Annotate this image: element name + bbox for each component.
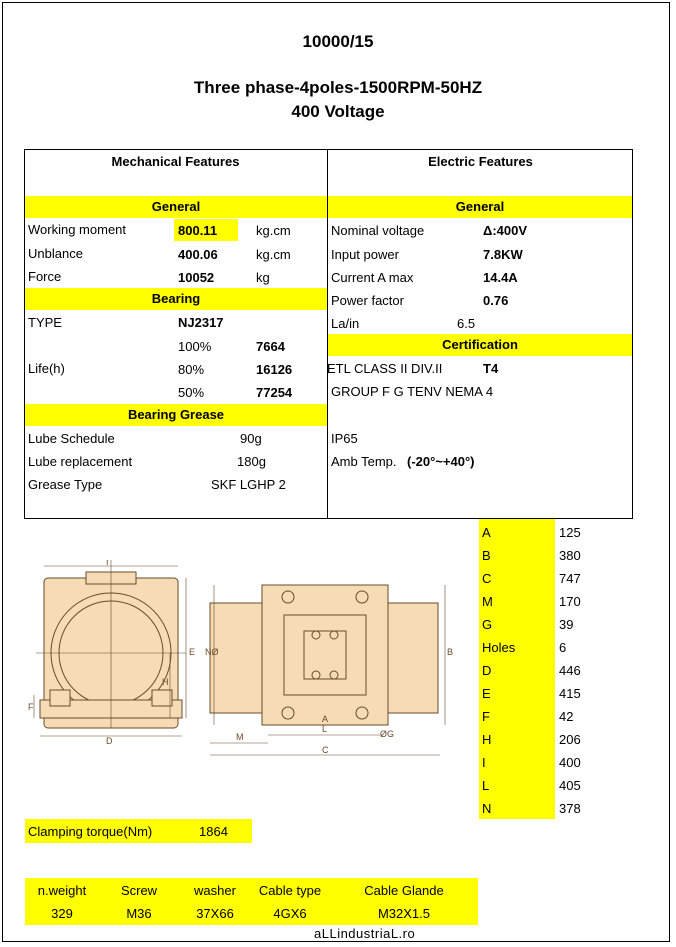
dim-label-i: I (106, 560, 109, 567)
end-view-drawing (26, 560, 196, 745)
bottom-value: M36 (126, 906, 152, 921)
dimension-key: G (482, 617, 493, 632)
mech-general-bar: General (25, 196, 327, 218)
mech-row-unit: kg.cm (256, 247, 291, 262)
dimension-value: 380 (559, 548, 581, 563)
dim-label-c: C (322, 745, 329, 755)
dim-label-d: D (106, 736, 113, 745)
footer-site: aLLindustriaL.ro (314, 926, 416, 941)
dimension-value: 405 (559, 778, 581, 793)
bottom-header: Screw (120, 883, 158, 898)
cert-line1: ETL CLASS II DIV.II (327, 361, 443, 376)
dimension-key: Holes (482, 640, 516, 655)
life-value: 16126 (256, 362, 293, 377)
clamping-label: Clamping torque(Nm) (28, 824, 153, 839)
side-view-right-end (380, 603, 438, 713)
dim-label-e: E (189, 647, 196, 657)
elec-row-value: 0.76 (483, 293, 509, 308)
end-view-foot-right (152, 690, 172, 706)
end-view-foot-left (50, 690, 70, 706)
dimension-value: 378 (559, 801, 581, 816)
cert-line1-value: T4 (483, 361, 499, 376)
bottom-value: 37X66 (196, 906, 234, 921)
grease-value: SKF LGHP 2 (211, 477, 286, 492)
side-view-bolt (282, 591, 294, 603)
side-view-bolt (330, 671, 338, 679)
side-view-bolt (330, 631, 338, 639)
mech-row-value: 400.06 (178, 247, 218, 262)
dimension-value: 170 (559, 594, 581, 609)
grease-value: 180g (237, 454, 266, 469)
side-view-cover (304, 631, 346, 679)
elec-row-label: Current A max (331, 270, 414, 285)
dimension-key: F (482, 709, 490, 724)
mechanical-header: Mechanical Features (111, 154, 240, 169)
dimension-value: 747 (559, 571, 581, 586)
dimension-key: A (482, 525, 491, 540)
bottom-value: 4GX6 (273, 906, 307, 921)
dimension-key: E (482, 686, 491, 701)
life-pct: 100% (178, 339, 212, 354)
dimension-key: H (482, 732, 492, 747)
dim-label-a: A (322, 714, 329, 724)
cert-line2: GROUP F G TENV NEMA 4 (331, 384, 494, 399)
grease-bar: Bearing Grease (25, 404, 327, 426)
mech-row-unit: kg.cm (256, 223, 291, 238)
side-view-bolt (312, 631, 320, 639)
grease-label: Lube Schedule (28, 431, 115, 446)
bearing-type-value: NJ2317 (178, 315, 224, 330)
mech-row-value: 10052 (178, 270, 215, 285)
amb-value: (-20°~+40°) (407, 454, 475, 469)
side-view-bolt (356, 591, 368, 603)
bottom-header: Cable Glande (364, 883, 444, 898)
dimension-key: I (482, 755, 486, 770)
dimension-value: 415 (559, 686, 581, 701)
side-view-drawing (200, 575, 455, 760)
dim-label-f: F (28, 702, 34, 712)
side-view-bolt (356, 707, 368, 719)
dimension-value: 39 (559, 617, 574, 632)
dimension-value: 206 (559, 732, 581, 747)
life-pct: 80% (178, 362, 205, 377)
bearing-type-label: TYPE (28, 315, 62, 330)
dim-label-l: L (322, 724, 328, 734)
subtitle: Three phase-4poles-1500RPM-50HZ (193, 78, 483, 97)
bottom-header: washer (194, 883, 236, 898)
mech-row-label: Force (28, 269, 62, 284)
grease-label: Grease Type (28, 477, 103, 492)
life-pct: 50% (178, 385, 205, 400)
dim-label-g: ØG (380, 729, 395, 739)
mech-row-label: Unblance (28, 246, 83, 261)
side-view-bolt (282, 707, 294, 719)
clamping-value: 1864 (199, 824, 228, 839)
dim-label-b: B (447, 647, 454, 657)
electric-header: Electric Features (428, 154, 533, 169)
elec-row-value: 14.4A (483, 270, 518, 285)
ip-rating: IP65 (331, 431, 358, 446)
dimension-key: L (482, 778, 490, 793)
dim-label-n: NØ (205, 647, 219, 657)
life-value: 7664 (256, 339, 285, 354)
mech-row-label: Working moment (28, 222, 127, 237)
bottom-value: M32X1.5 (377, 906, 431, 921)
dimension-value: 42 (559, 709, 574, 724)
life-label: Life(h) (28, 361, 65, 376)
dimension-key: C (482, 571, 492, 586)
elec-row-value: Δ:400V (483, 223, 528, 238)
dimension-key: D (482, 663, 492, 678)
bearing-bar: Bearing (25, 288, 327, 310)
mech-row-value: 800.11 (178, 223, 218, 238)
bottom-header: Cable type (258, 883, 322, 898)
bottom-value: 329 (51, 906, 73, 921)
voltage-line: 400 Voltage (291, 102, 385, 121)
la-label: La/in (331, 316, 360, 331)
elec-row-value: 7.8KW (483, 247, 523, 262)
dimension-key: M (482, 594, 493, 609)
dim-label-h: H (162, 677, 169, 687)
la-value: 6.5 (457, 316, 476, 331)
elec-general-bar: General (328, 196, 632, 218)
side-view-bolt (312, 671, 320, 679)
dimension-key: B (482, 548, 491, 563)
dimension-value: 6 (559, 640, 567, 655)
model-title: 10000/15 (302, 32, 374, 51)
cert-bar: Certification (328, 334, 632, 356)
life-value: 77254 (256, 385, 293, 400)
side-view-left-end (210, 603, 270, 713)
bottom-header: n.weight (37, 883, 87, 898)
elec-row-label: Input power (331, 247, 399, 262)
dimension-value: 446 (559, 663, 581, 678)
grease-value: 90g (240, 431, 262, 446)
grease-label: Lube replacement (28, 454, 133, 469)
mech-row-unit: kg (256, 270, 270, 285)
amb-label: Amb Temp. (331, 454, 397, 469)
dimension-key: N (482, 801, 492, 816)
dimension-value: 125 (559, 525, 581, 540)
dim-label-m: M (236, 732, 244, 742)
elec-row-label: Nominal voltage (331, 223, 425, 238)
dimension-value: 400 (559, 755, 581, 770)
elec-row-label: Power factor (331, 293, 404, 308)
